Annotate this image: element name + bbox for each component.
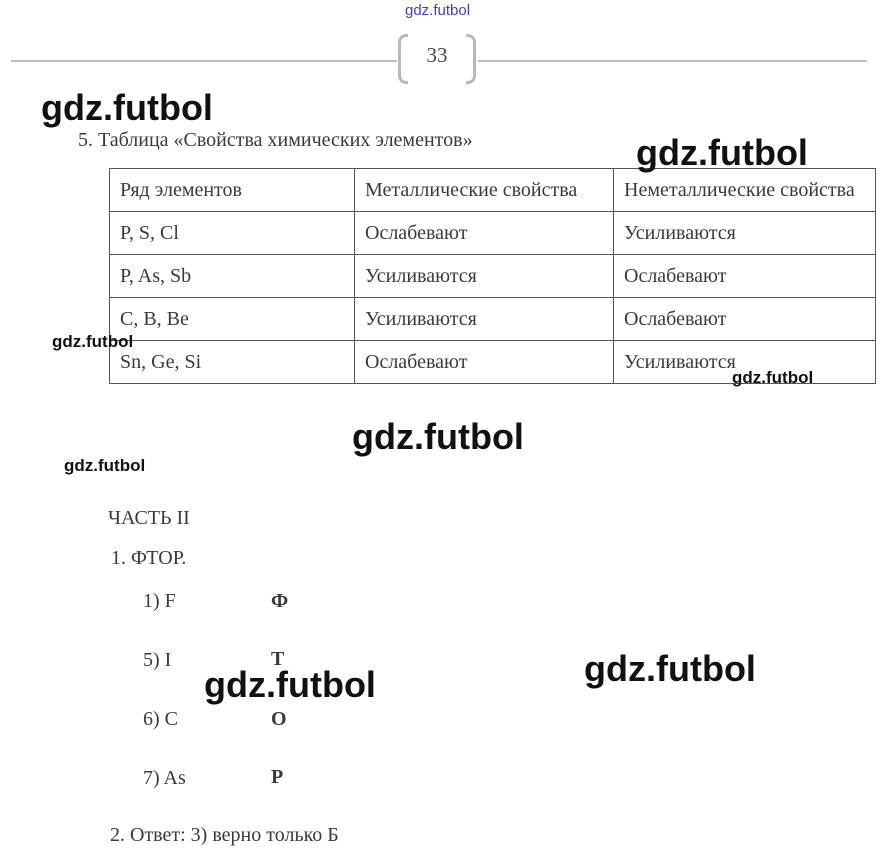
table-cell: Усиливаются [614, 212, 876, 255]
table-header-row [110, 169, 876, 212]
answer-item-letter: Р [271, 766, 284, 788]
watermark: gdz.futbol [64, 456, 146, 475]
watermark: gdz.futbol [352, 416, 524, 457]
header-cell-metallic: Металлические свойства [355, 169, 614, 212]
table-row [110, 255, 876, 298]
answer-item-letter: О [271, 708, 287, 730]
page-number-frame [398, 34, 476, 86]
properties-table [109, 168, 876, 384]
task5-title: 5. Таблица «Свойства химических элементов» [78, 129, 473, 151]
header-rule-left [11, 60, 397, 62]
table-cell: P, S, Cl [110, 212, 355, 255]
header-rule-right [478, 60, 867, 62]
table-cell: Sn, Ge, Si [110, 341, 355, 384]
table-cell: Ослабевают [614, 298, 876, 341]
answer-item-label: 1) F [143, 590, 176, 612]
watermark: gdz.futbol [41, 87, 213, 128]
answer-item-letter: Ф [271, 590, 289, 612]
watermark: gdz.futbol [52, 332, 134, 351]
answer-item-label: 7) As [143, 767, 186, 789]
site-watermark-top: gdz.futbol [405, 2, 471, 19]
table-cell: Ослабевают [355, 341, 614, 384]
table-cell: Ослабевают [355, 212, 614, 255]
table-cell: P, As, Sb [110, 255, 355, 298]
header-cell-nonmetallic: Неметаллические свойства [614, 169, 876, 212]
part2-heading: ЧАСТЬ II [108, 507, 190, 529]
header-cell-series: Ряд элементов [110, 169, 355, 212]
watermark: gdz.futbol [584, 648, 756, 689]
question2-answer: 2. Ответ: 3) верно только Б [110, 824, 339, 846]
table-cell: C, B, Be [110, 298, 355, 341]
table-row [110, 212, 876, 255]
table-cell: Усиливаются [355, 255, 614, 298]
page-number: 33 [426, 43, 448, 67]
watermark: gdz.futbol [636, 132, 808, 173]
table-cell: Усиливаются [355, 298, 614, 341]
table-row [110, 298, 876, 341]
table-cell: Усиливаются [614, 341, 876, 384]
answer-item-label: 5) I [143, 649, 172, 671]
answer-item-letter: Т [271, 648, 285, 670]
watermark: gdz.futbol [732, 368, 814, 387]
watermark: gdz.futbol [204, 664, 376, 705]
question1-title: 1. ФТОР. [111, 547, 187, 569]
answer-item-label: 6) C [143, 708, 178, 730]
table-cell: Ослабевают [614, 255, 876, 298]
